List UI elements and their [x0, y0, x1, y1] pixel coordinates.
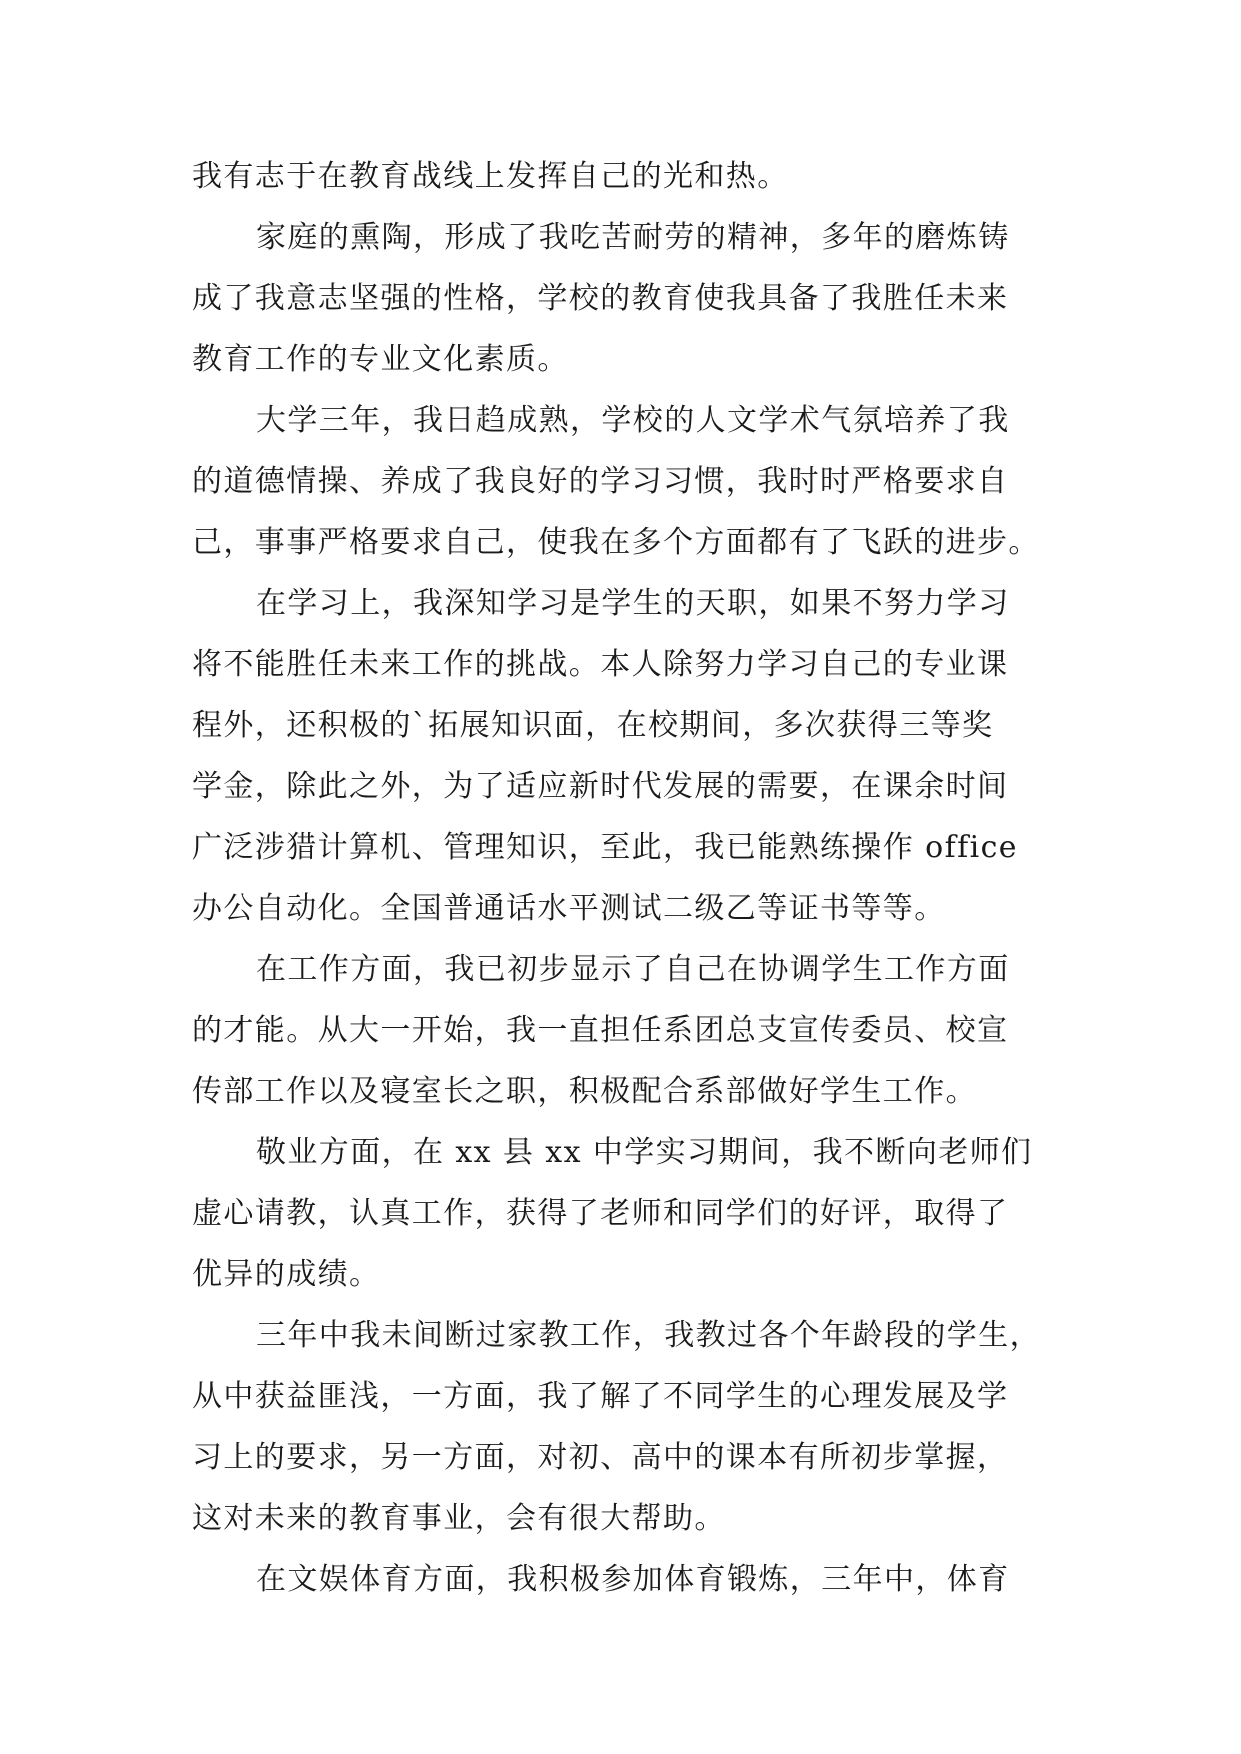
text-line: 传部工作以及寝室长之职，积极配合系部做好学生工作。: [192, 1074, 977, 1109]
text-line: 敬业方面，在 xx 县 xx 中学实习期间，我不断向老师们: [256, 1135, 1033, 1170]
text-line: 家庭的熏陶，形成了我吃苦耐劳的精神，多年的磨炼铸: [256, 220, 1010, 255]
text-line: 己，事事严格要求自己，使我在多个方面都有了飞跃的进步。: [192, 525, 1040, 560]
text-line: 办公自动化。全国普通话水平测试二级乙等证书等等。: [192, 891, 946, 926]
text-line: 程外，还积极的`拓展知识面，在校期间，多次获得三等奖: [192, 708, 994, 743]
body-text: [192, 157, 1054, 1621]
text-line: 的才能。从大一开始，我一直担任系团总支宣传委员、校宣: [192, 1013, 1009, 1048]
text-line: 虚心请教，认真工作，获得了老师和同学们的好评，取得了: [192, 1196, 1009, 1231]
text-line: 在工作方面，我已初步显示了自己在协调学生工作方面: [256, 952, 1010, 987]
text-line: 从中获益匪浅，一方面，我了解了不同学生的心理发展及学: [192, 1379, 1009, 1414]
text-line: 习上的要求，另一方面，对初、高中的课本有所初步掌握，: [192, 1440, 1009, 1475]
text-line: 成了我意志坚强的性格，学校的教育使我具备了我胜任未来: [192, 281, 1009, 316]
text-line: 教育工作的专业文化素质。: [192, 342, 569, 377]
text-line: 这对未来的教育事业，会有很大帮助。: [192, 1501, 726, 1536]
text-line: 我有志于在教育战线上发挥自己的光和热。: [192, 159, 789, 194]
text-line: 大学三年，我日趋成熟，学校的人文学术气氛培养了我: [256, 403, 1010, 438]
text-line: 在学习上，我深知学习是学生的天职，如果不努力学习: [256, 586, 1010, 621]
text-line: 在文娱体育方面，我积极参加体育锻炼，三年中，体育: [256, 1562, 1010, 1597]
text-line: 优异的成绩。: [192, 1257, 381, 1292]
text-line: 学金，除此之外，为了适应新时代发展的需要，在课余时间: [192, 769, 1009, 804]
text-line: 三年中我未间断过家教工作，我教过各个年龄段的学生，: [256, 1318, 1041, 1353]
text-line: 广泛涉猎计算机、管理知识，至此，我已能熟练操作 office: [192, 830, 1018, 865]
text-line: 将不能胜任未来工作的挑战。本人除努力学习自己的专业课: [192, 647, 1009, 682]
text-line: 的道德情操、养成了我良好的学习习惯，我时时严格要求自: [192, 464, 1009, 499]
